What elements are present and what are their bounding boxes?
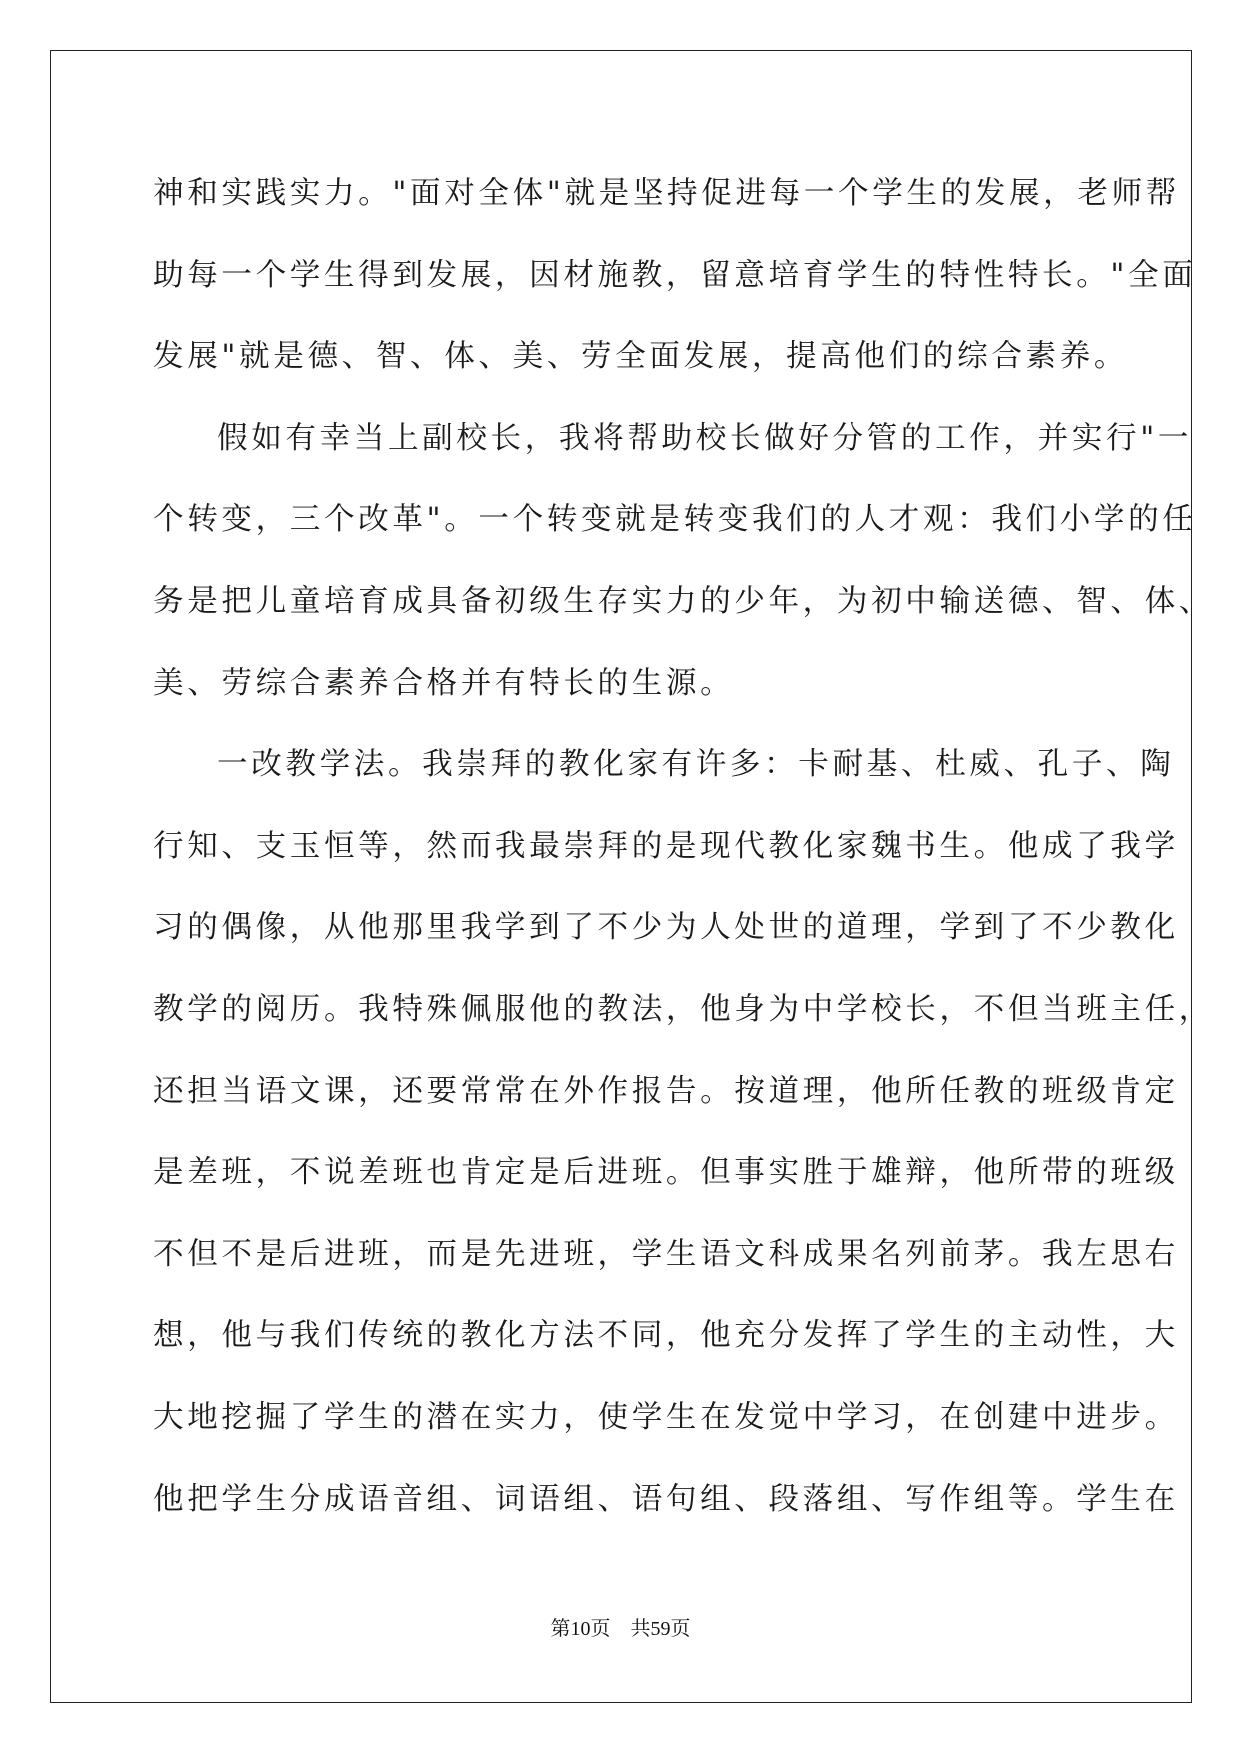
text-line: 发展"就是德、智、体、美、劳全面发展，提高他们的综合素养。: [153, 339, 1129, 375]
document-body: [153, 153, 1214, 1540]
text-line: 习的偶像，从他那里我学到了不少为人处世的道理，学到了不少教化: [153, 910, 1179, 946]
text-line: 个转变，三个改革"。一个转变就是转变我们的人才观：我们小学的任: [153, 502, 1197, 538]
text-line: 助每一个学生得到发展，因材施教，留意培育学生的特性特长。"全面: [153, 257, 1197, 293]
page-number-footer: 第10页 共59页: [550, 1618, 691, 1640]
text-line: 他把学生分成语音组、词语组、语句组、段落组、写作组等。学生在: [153, 1481, 1179, 1517]
text-line: 教学的阅历。我特殊佩服他的教法，他身为中学校长，不但当班主任，: [153, 991, 1214, 1027]
text-line: 想，他与我们传统的教化方法不同，他充分发挥了学生的主动性，大: [153, 1318, 1179, 1354]
text-line: 还担当语文课，还要常常在外作报告。按道理，他所任教的班级肯定: [153, 1073, 1179, 1109]
text-line: 神和实践实力。"面对全体"就是坚持促进每一个学生的发展，老师帮: [153, 176, 1180, 211]
text-line: 务是把儿童培育成具备初级生存实力的少年，为初中输送德、智、体、: [153, 583, 1214, 619]
text-line: 一改教学法。我崇拜的教化家有许多：卡耐基、杜威、孔子、陶: [217, 747, 1175, 783]
text-line: 不但不是后进班，而是先进班，学生语文科成果名列前茅。我左思右: [153, 1236, 1179, 1272]
text-line: 大地挖掘了学生的潜在实力，使学生在发觉中学习，在创建中进步。: [153, 1399, 1179, 1435]
text-line: 是差班，不说差班也肯定是后进班。但事实胜于雄辩，他所带的班级: [153, 1155, 1179, 1191]
text-line: 美、劳综合素养合格并有特长的生源。: [153, 665, 735, 701]
text-line: 假如有幸当上副校长，我将帮助校长做好分管的工作，并实行"一: [217, 420, 1193, 456]
text-line: 行知、支玉恒等，然而我最崇拜的是现代教化家魏书生。他成了我学: [153, 828, 1179, 864]
